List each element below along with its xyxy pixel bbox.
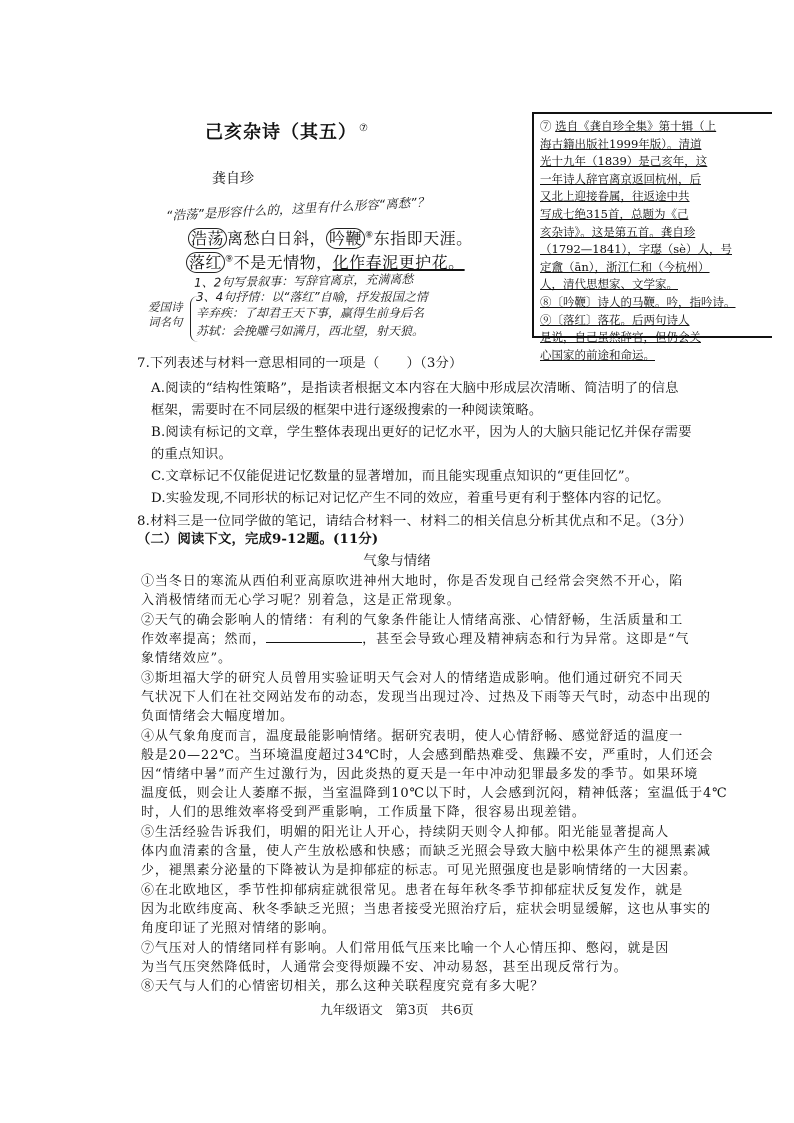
note-line: 又北上迎接眷属，往返途中共 [540, 189, 690, 204]
paragraph-7-end: 为当气压突然降低时，人通常会变得烦躁不安、冲动易怒，甚至出现反常行为。 [141, 960, 628, 975]
option-d: D.实验发现,不同形状的标记对记忆产生不同的效应，着重号更有利于整体内容的记忆。 [151, 491, 670, 506]
footnote-box [532, 112, 772, 362]
poem-line-1 [188, 226, 473, 249]
paragraph-6-cont: 因为北欧纬度高、秋冬季缺乏光照；当患者接受光照治疗后，症状会明显缓解，这也从事实的 [141, 902, 711, 917]
note-line: 人，清代思想家、文学家。 [540, 277, 678, 292]
underlined-phrase: 化作春泥更护花。 [332, 253, 465, 272]
paragraph-5-cont: 体内血清素的含量，使人产生放松感和快感；而缺乏光照会导致大脑中松果体产生的褪黑素减 [141, 844, 711, 859]
poem-title-text: 己亥杂诗（其五） [205, 122, 357, 143]
option-a: A.阅读的“结构性策略”，是指读者根据文本内容在大脑中形成层次清晰、简洁明了的信息 [151, 381, 679, 396]
question-8: 8.材料三是一位同学做的笔记，请结合材料一、材料二的相关信息分析其优点和不足。（3分） [137, 514, 692, 529]
paragraph-7: ⑦气压对人的情绪同样有影响。人们常用低气压来比喻一个人心情压抑、憋闷，就是因 [141, 941, 670, 956]
note-line: 海古籍出版社1999年版）。清道 [540, 136, 702, 151]
handwritten-note-top: “浩荡”是形容什么的，这里有什么形容“离愁”？ [165, 194, 430, 223]
paragraph-3: ③斯坦福大学的研究人员曾用实验证明天气会对人的情绪造成影响。他们通过研究不同天 [141, 671, 684, 686]
paragraph-text: ，甚至会导致心理及精神病态和行为异常。这即是“气 [362, 632, 690, 647]
paragraph-3-cont: 气状况下人们在社交网站发布的动态，发现当出现过冷、过热及下雨等天气时，动态中出现的 [141, 690, 711, 705]
handwritten-note-1: 1、2句写景叙事：写辞官离京，充满离愁 [193, 272, 414, 290]
note-line: 定盦（ān），浙江仁和（今杭州） [540, 259, 710, 274]
paragraph-5: ⑤生活经验告诉我们，明媚的阳光让人开心，持续阴天则令人抑郁。阳光能显著提高人 [141, 825, 670, 840]
circled-word: 落红 [186, 252, 225, 273]
option-b: B.阅读有标记的文章，学生整体表现出更好的记忆水平，因为人的大脑只能记忆并保存需要 [151, 425, 692, 440]
paragraph-4-cont: 般是20—22℃。当环境温度超过34℃时，人会感到酷热难受、焦躁不安，严重时，人们还会 [141, 748, 714, 763]
option-b-cont: 的重点知识。 [151, 447, 232, 462]
note-line: 是说，自己虽然辞官，但仍会关 [540, 330, 701, 345]
paragraph-4: ④从气象角度而言，温度最能影响情绪。据研究表明，使人心情舒畅、感觉舒适的温度一 [141, 729, 684, 744]
note-line: 一年诗人辞官离京返回杭州，后 [540, 171, 701, 186]
note-line: 写成七绝315首，总题为《己 [540, 206, 689, 221]
poem-text: 离愁白日斜， [227, 229, 327, 248]
note-line: 心国家的前途和命运。 [540, 347, 655, 362]
paragraph-text: 作效率提高；然而， [141, 632, 267, 647]
note-line: 选自《龚自珍全集》第十辑（上 [555, 119, 717, 133]
poem-text: 东指即天涯。 [373, 229, 473, 248]
paragraph-6: ⑥在北欧地区，季节性抑郁病症就很常见。患者在每年秋冬季节抑郁症状反复发作，就是 [141, 883, 684, 898]
circled-word: 浩荡 [188, 228, 227, 249]
article-title: 气象与情绪 [363, 553, 431, 569]
handwritten-note-4: 苏轼：会挽雕弓如满月，西北望，射天狼。 [196, 324, 425, 338]
note-line: （1792—1841），字璱（sè）人，号 [540, 242, 732, 257]
circled-word: 吟鞭 [326, 228, 365, 249]
poem-title [205, 118, 369, 144]
paragraph-4-cont: 温度低，则会让人萎靡不振，当室温降到10℃以下时，人会感到沉闷，精神低落；室温低于4℃ [141, 786, 728, 801]
fill-in-blank[interactable] [266, 631, 362, 643]
note-line: 亥杂诗》。这是第五首。龚自珍 [540, 224, 696, 239]
section-2-heading: （二）阅读下文，完成9-12题。(11分) [137, 532, 379, 547]
handwritten-note-2: 3、4句抒情：以“落红”自喻，抒发报国之情 [196, 290, 428, 304]
paragraph-4-end: 时，人们的思维效率将受到严重影响，工作质量下降，很容易出现差错。 [141, 805, 586, 820]
paragraph-1: ①当冬日的寒流从西伯利亚高原吹进神州大地时，你是否发现自己经常会突然不开心，陷 [141, 574, 684, 589]
option-c: C.文章标记不仅能促进记忆数量的显著增加，而且能实现重点知识的“更佳回忆”。 [151, 469, 639, 484]
option-a-cont: 框架，需要时在不同层级的框架中进行逐级搜索的一种阅读策略。 [151, 403, 543, 418]
paragraph-1-cont: 入消极情绪而无心学习呢？别着急，这是正常现象。 [141, 593, 461, 608]
paragraph-4-cont: 因“情绪中暑”而产生过激行为，因此炎热的夏天是一年中冲动犯罪最多发的季节。如果环境 [141, 767, 699, 782]
paragraph-8: ⑧天气与人们的心情密切相关，那么这种关联程度究竟有多大呢？ [141, 979, 545, 994]
paragraph-6-end: 角度印证了光照对情绪的影响。 [141, 921, 336, 936]
paragraph-2: ②天气的确会影响人的情绪：有利的气象条件能让人情绪高涨、心情舒畅，生活质量和工 [141, 613, 684, 628]
note-9: ⑨〔落红〕落花。后两句诗人 [540, 312, 690, 327]
note-mark: ⑨ [225, 254, 234, 265]
note-line: 光十九年（1839）是己亥年，这 [540, 154, 708, 169]
handwritten-side-label: 爱国诗词名句 [148, 300, 183, 329]
handwritten-note-3: 辛弃疾：了却君王天下事，赢得生前身后名 [196, 306, 425, 320]
question-7-stem: 7.下列表述与材料一意思相同的一项是（ ）（3分） [137, 356, 463, 371]
note-8: ⑧〔吟鞭〕诗人的马鞭。吟，指吟诗。 [540, 294, 736, 309]
paragraph-2-cont [141, 628, 689, 647]
note-mark: ⑦ [359, 123, 369, 134]
note-7 [540, 118, 768, 136]
poem-text: 不是无情物， [233, 253, 333, 272]
note-mark: ⑧ [365, 230, 374, 241]
poem-line-2 [186, 250, 465, 273]
paragraph-2-end: 象情绪效应”。 [141, 651, 232, 666]
paragraph-5-end: 少，褪黑素分泌量的下降被认为是抑郁症的标志。可见光照强度也是影响情绪的一大因素。 [141, 863, 698, 878]
note-label: ⑦ [540, 119, 552, 133]
page-footer: 九年级语文 第3页 共6页 [320, 1002, 474, 1017]
paragraph-3-end: 负面情绪会大幅度增加。 [141, 709, 294, 724]
poem-author: 龚自珍 [212, 171, 254, 187]
